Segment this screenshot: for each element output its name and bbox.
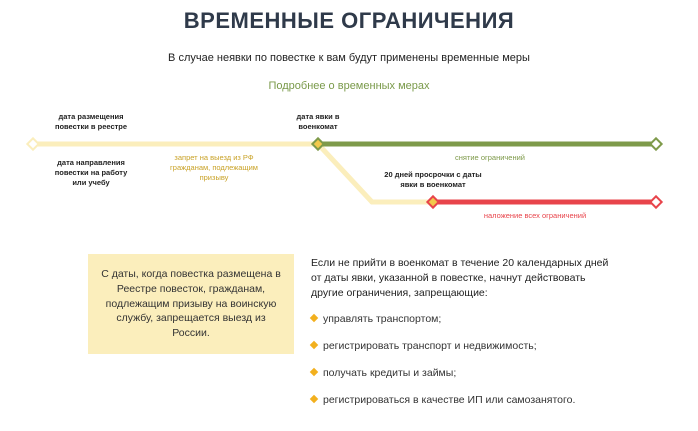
travel-ban-info-box — [88, 254, 294, 354]
restrictions-list — [311, 312, 631, 420]
marker-registry — [27, 138, 38, 149]
marker-overdue — [427, 196, 438, 207]
list-item-text: получать кредиты и займы; — [323, 367, 457, 379]
list-item-text: регистрироваться в качестве ИП или самозанятого. — [323, 394, 576, 406]
label-sent-date: дата направления повестки на работу или учебу — [54, 158, 128, 188]
list-item-text: регистрировать транспорт и недвижимость; — [323, 340, 537, 352]
note-restrictions-lifted: снятие ограничений — [454, 153, 525, 162]
label-overdue-date: 20 дней просрочки с даты явки в военкомат — [384, 170, 482, 190]
diamond-bullet-icon — [310, 395, 318, 403]
diamond-bullet-icon — [310, 341, 318, 349]
marker-red-end — [650, 196, 661, 207]
note-all-restrictions: наложение всех ограничений — [483, 211, 587, 220]
label-appearance-date: дата явки в военкомат — [296, 112, 340, 132]
marker-green-end — [650, 138, 661, 149]
list-item — [311, 366, 631, 393]
list-item-text: управлять транспортом; — [323, 313, 442, 325]
list-item — [311, 393, 631, 420]
travel-ban-info-text: С даты, когда повестка размещена в Реестре повесток, гражданам, подлежащим призыву на воинскую службу, запрещается выезд из России. — [101, 267, 281, 340]
page-title: ВРЕМЕННЫЕ ОГРАНИЧЕНИЯ — [183, 8, 515, 33]
timeline-yellow-branch — [318, 144, 372, 202]
diamond-bullet-icon — [310, 368, 318, 376]
list-item — [311, 339, 631, 366]
restrictions-intro: Если не прийти в военкомат в течение 20 календарных дней от даты явки, указанной в повестке, начнут действовать другие ограничения, запрещающие: — [311, 257, 609, 300]
diamond-bullet-icon — [310, 314, 318, 322]
list-item — [311, 312, 631, 339]
label-registry-date: дата размещения повестки в реестре — [54, 112, 128, 132]
note-travel-ban: запрет на выезд из РФ гражданам, подлежащим призыву — [170, 153, 258, 183]
page-subtitle: В случае неявки по повестке к вам будут применены временные меры — [168, 52, 530, 64]
more-info-link[interactable]: Подробнее о временных мерах — [268, 80, 430, 92]
